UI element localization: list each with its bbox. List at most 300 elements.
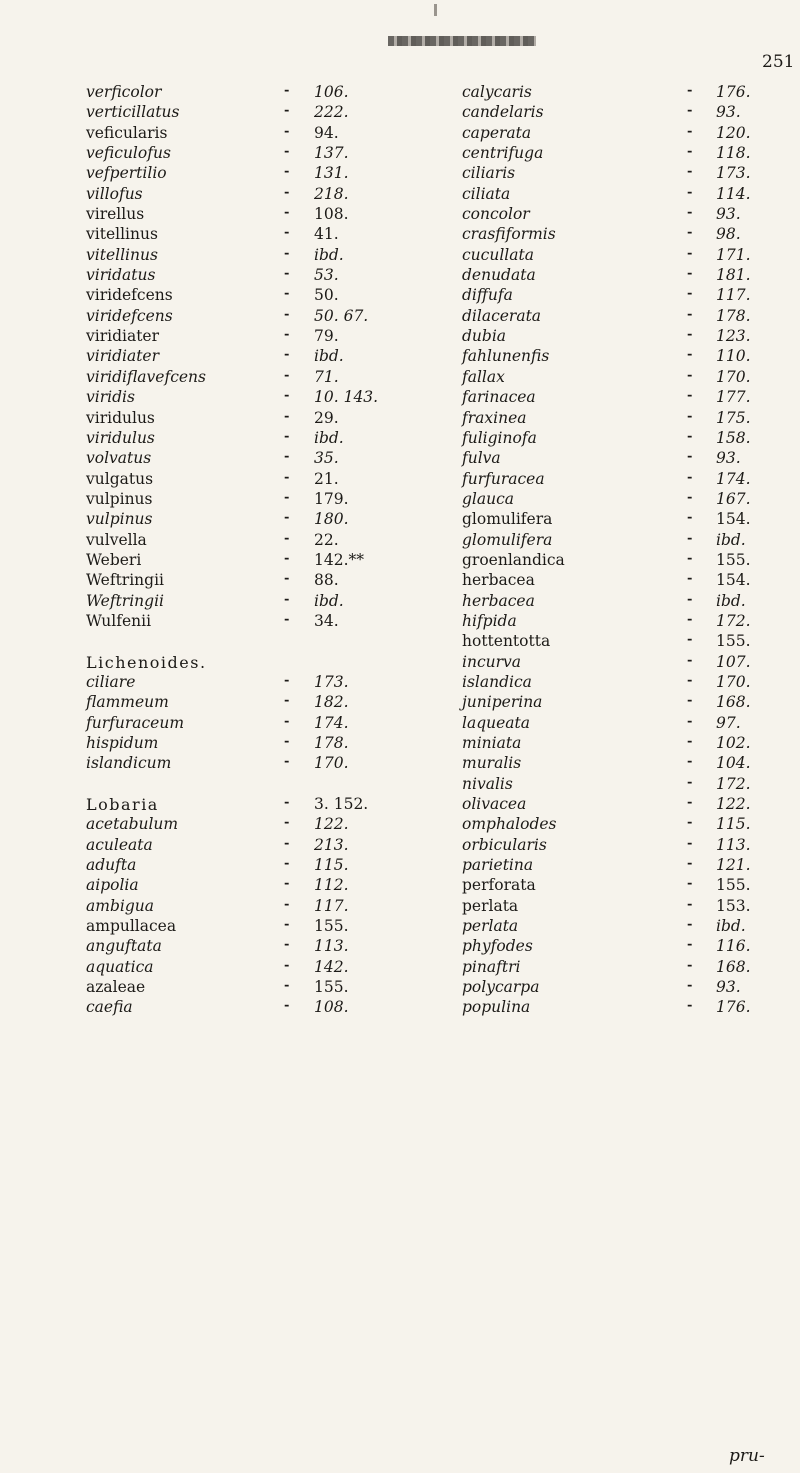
leader-dash: -	[284, 937, 290, 953]
index-term: hottentotta	[462, 632, 551, 651]
leader-dash: -	[687, 184, 693, 200]
index-entry	[462, 490, 800, 510]
index-term: glauca	[462, 489, 515, 508]
leader-dash: -	[284, 469, 290, 485]
page-reference: 176.	[716, 998, 751, 1017]
index-term: volvatus	[86, 449, 152, 468]
index-term: caefia	[86, 998, 133, 1017]
index-term: fallax	[462, 367, 505, 386]
index-entry	[86, 266, 446, 286]
page-reference: 213.	[314, 835, 349, 854]
page-reference: 116.	[716, 937, 751, 956]
page-reference: 115.	[716, 815, 751, 834]
leader-dash: -	[687, 734, 693, 749]
page-reference: 174.	[314, 713, 349, 732]
index-entry	[86, 754, 446, 774]
index-term: hispidum	[86, 734, 159, 752]
page-reference: 112.	[314, 876, 349, 895]
page-reference: 131.	[314, 164, 349, 183]
index-entry	[86, 103, 446, 123]
page-reference: 123.	[716, 327, 751, 346]
index-term: Weftringii	[86, 591, 164, 610]
leader-dash: -	[687, 835, 693, 851]
index-term: ampullacea	[86, 917, 177, 936]
page-reference: 172.	[716, 774, 751, 793]
index-entry	[86, 836, 446, 856]
leader-dash: -	[687, 937, 693, 953]
leader-dash: -	[284, 388, 290, 404]
leader-dash: -	[284, 795, 290, 811]
index-term: populina	[462, 998, 531, 1017]
page-reference: 35.	[314, 449, 339, 468]
index-term: azaleae	[86, 978, 146, 997]
index-term: viridiater	[86, 347, 160, 366]
leader-dash: -	[687, 591, 693, 607]
index-term: perlata	[462, 896, 519, 915]
page-number: 251	[762, 52, 795, 72]
index-term: aculeata	[86, 835, 153, 854]
leader-dash: -	[284, 367, 290, 383]
index-entry	[462, 103, 800, 123]
index-entry	[462, 958, 800, 978]
index-term: ciliata	[462, 184, 511, 203]
index-entry	[462, 775, 800, 795]
page-reference: 50.	[314, 286, 339, 305]
page-reference: 93.	[716, 103, 741, 122]
index-entry	[462, 164, 800, 184]
index-entry	[86, 673, 446, 693]
page-reference: 88.	[314, 571, 339, 590]
index-entry	[86, 917, 446, 937]
index-term: glomulifera	[462, 530, 553, 549]
index-entry	[86, 164, 446, 184]
leader-dash: -	[284, 896, 290, 912]
index-term: vitellinus	[86, 225, 158, 244]
leader-dash: -	[687, 103, 693, 119]
index-column-right	[462, 83, 800, 1019]
index-entry	[462, 714, 800, 734]
leader-dash: -	[687, 83, 693, 98]
page-reference: 104.	[716, 754, 751, 773]
page-reference: 142.**	[314, 550, 365, 569]
page-reference: 22.	[314, 530, 339, 549]
index-entry	[462, 551, 800, 571]
index-entry	[86, 815, 446, 835]
page-reference: 218.	[314, 184, 349, 203]
page-reference: 10. 143.	[314, 388, 379, 407]
index-entry	[86, 775, 446, 795]
leader-dash: -	[284, 550, 290, 566]
index-entry	[462, 653, 800, 673]
page-reference: 113.	[716, 835, 751, 854]
index-term: furfuracea	[462, 469, 545, 488]
leader-dash: -	[284, 205, 290, 221]
index-term: laqueata	[462, 713, 530, 732]
index-term: Weberi	[86, 550, 142, 569]
index-entry	[462, 124, 800, 144]
leader-dash: -	[284, 408, 290, 424]
index-term: fraxinea	[462, 408, 527, 427]
index-term: aipolia	[86, 876, 139, 895]
index-term: dubia	[462, 327, 507, 346]
leader-dash: -	[284, 266, 290, 282]
leader-dash: -	[284, 164, 290, 180]
index-entry	[462, 83, 800, 103]
leader-dash: -	[687, 428, 693, 444]
page-reference: 122.	[716, 795, 751, 814]
page-reference: ibd.	[314, 428, 344, 447]
index-term: omphalodes	[462, 815, 557, 834]
index-entry	[86, 205, 446, 225]
page-reference: 142.	[314, 957, 349, 976]
index-term: denudata	[462, 266, 536, 285]
index-term: orbicularis	[462, 835, 547, 854]
page-reference: 122.	[314, 815, 349, 834]
index-term: verficolor	[86, 83, 162, 101]
index-term: anguftata	[86, 937, 162, 956]
page-reference: 113.	[314, 937, 349, 956]
index-term: viridulus	[86, 408, 155, 427]
index-entry	[462, 388, 800, 408]
page-reference: 154.	[716, 571, 751, 590]
index-entry	[86, 246, 446, 266]
index-term: viridulus	[86, 428, 155, 447]
section-heading: Lichenoides.	[86, 652, 207, 672]
leader-dash: -	[284, 672, 290, 688]
leader-dash: -	[687, 367, 693, 383]
page-reference: 155.	[716, 632, 751, 651]
leader-dash: -	[687, 469, 693, 485]
leader-dash: -	[687, 876, 693, 892]
index-term: viridatus	[86, 266, 156, 285]
index-term: olivacea	[462, 795, 527, 814]
page-reference: 173.	[716, 164, 751, 183]
leader-dash: -	[687, 917, 693, 933]
leader-dash: -	[284, 245, 290, 261]
index-entry	[86, 449, 446, 469]
page-reference: 107.	[716, 652, 751, 671]
leader-dash: -	[284, 754, 290, 770]
leader-dash: -	[284, 815, 290, 831]
index-term: fuliginofa	[462, 428, 537, 447]
page-reference: 170.	[314, 754, 349, 773]
page-reference: 117.	[716, 286, 751, 305]
index-term: viridiater	[86, 327, 160, 346]
page-reference: 155.	[314, 917, 349, 936]
leader-dash: -	[687, 957, 693, 973]
leader-dash: -	[687, 164, 693, 180]
page-reference: ibd.	[314, 245, 344, 264]
page-reference: 108.	[314, 998, 349, 1017]
leader-dash: -	[284, 83, 290, 98]
index-term: vulgatus	[86, 469, 154, 488]
page-reference: 120.	[716, 123, 751, 142]
page-reference: 178.	[716, 306, 751, 325]
index-term: villofus	[86, 184, 143, 203]
leader-dash: -	[687, 856, 693, 872]
index-entry	[462, 815, 800, 835]
page-reference: 93.	[716, 978, 741, 997]
index-entry	[86, 347, 446, 367]
index-term: flammeum	[86, 693, 169, 712]
index-entry	[462, 510, 800, 530]
index-entry	[462, 347, 800, 367]
index-term: vulpinus	[86, 489, 153, 508]
index-entry	[86, 286, 446, 306]
page-reference: 117.	[314, 896, 349, 915]
index-term: islandicum	[86, 754, 172, 773]
index-entry	[462, 531, 800, 551]
leader-dash: -	[284, 713, 290, 729]
index-term: islandica	[462, 672, 532, 691]
leader-dash: -	[687, 327, 693, 343]
leader-dash: -	[284, 693, 290, 709]
index-entry	[86, 897, 446, 917]
catchword: pru-	[729, 1446, 765, 1466]
index-entry	[462, 409, 800, 429]
index-entry	[462, 429, 800, 449]
page-reference: 170.	[716, 367, 751, 386]
index-entry	[86, 531, 446, 551]
page-reference: 93.	[716, 205, 741, 224]
index-entry	[462, 897, 800, 917]
page-reference: 155.	[314, 978, 349, 997]
index-term: polycarpa	[462, 978, 540, 997]
index-entry	[86, 958, 446, 978]
index-entry	[462, 917, 800, 937]
leader-dash: -	[284, 571, 290, 587]
leader-dash: -	[284, 184, 290, 200]
index-term: veficulofus	[86, 144, 171, 163]
page-reference: ibd.	[716, 530, 746, 549]
index-term: incurva	[462, 652, 522, 671]
index-entry	[86, 612, 446, 632]
index-term: calycaris	[462, 83, 532, 101]
leader-dash: -	[284, 591, 290, 607]
leader-dash: -	[284, 978, 290, 994]
index-entry	[462, 998, 800, 1018]
index-term: ambigua	[86, 896, 154, 915]
index-term: perforata	[462, 876, 536, 895]
leader-dash: -	[284, 123, 290, 139]
index-term: vulvella	[86, 530, 147, 549]
page-reference: ibd.	[314, 347, 344, 366]
leader-dash: -	[284, 957, 290, 973]
index-entry	[86, 632, 446, 652]
page-reference: 94.	[314, 123, 339, 142]
index-entry	[462, 856, 800, 876]
leader-dash: -	[687, 245, 693, 261]
leader-dash: -	[687, 795, 693, 811]
index-term: concolor	[462, 205, 530, 224]
page-reference: 173.	[314, 672, 349, 691]
index-term: vitellinus	[86, 245, 158, 264]
page-reference: 50. 67.	[314, 306, 369, 325]
index-term: ciliare	[86, 672, 136, 691]
page-reference: 34.	[314, 611, 339, 630]
index-entry	[86, 571, 446, 591]
page-reference: 155.	[716, 550, 751, 569]
index-entry	[86, 144, 446, 164]
index-term: diffufa	[462, 286, 513, 305]
index-term: veficularis	[86, 123, 168, 142]
page-reference: 121.	[716, 856, 751, 875]
leader-dash: -	[687, 693, 693, 709]
page-reference: 108.	[314, 205, 349, 224]
index-entry	[462, 632, 800, 652]
index-term: adufta	[86, 856, 137, 875]
leader-dash: -	[687, 774, 693, 790]
leader-dash: -	[687, 571, 693, 587]
leader-dash: -	[687, 978, 693, 994]
index-entry	[86, 225, 446, 245]
page-reference: 176.	[716, 83, 751, 101]
index-entry	[462, 449, 800, 469]
page-reference: 71.	[314, 367, 339, 386]
leader-dash: -	[284, 856, 290, 872]
index-term: viridefcens	[86, 306, 173, 325]
index-entry	[86, 510, 446, 530]
index-entry	[462, 470, 800, 490]
index-entry	[462, 144, 800, 164]
page-reference: 102.	[716, 734, 751, 752]
index-entry	[86, 978, 446, 998]
index-entry	[86, 998, 446, 1018]
index-term: viridefcens	[86, 286, 173, 305]
leader-dash: -	[687, 632, 693, 648]
index-column-left	[86, 83, 446, 1019]
leader-dash: -	[687, 449, 693, 465]
index-entry	[462, 286, 800, 306]
page-reference: 158.	[716, 428, 751, 447]
index-entry	[86, 83, 446, 103]
leader-dash: -	[284, 835, 290, 851]
leader-dash: -	[687, 489, 693, 505]
leader-dash: -	[687, 713, 693, 729]
page-reference: ibd.	[716, 591, 746, 610]
page-reference: 182.	[314, 693, 349, 712]
index-entry	[462, 571, 800, 591]
leader-dash: -	[687, 815, 693, 831]
leader-dash: -	[284, 611, 290, 627]
leader-dash: -	[284, 510, 290, 526]
page-reference: 174.	[716, 469, 751, 488]
page-reference: 110.	[716, 347, 751, 366]
index-term: cucullata	[462, 245, 534, 264]
index-entry	[462, 266, 800, 286]
index-term: fahlunenfis	[462, 347, 550, 366]
index-entry	[462, 795, 800, 815]
leader-dash: -	[687, 998, 693, 1014]
index-term: Weftringii	[86, 571, 164, 590]
leader-dash: -	[284, 449, 290, 465]
index-term: nivalis	[462, 774, 513, 793]
page-reference: 167.	[716, 489, 751, 508]
index-entry	[86, 693, 446, 713]
leader-dash: -	[284, 428, 290, 444]
index-entry	[462, 978, 800, 998]
leader-dash: -	[687, 530, 693, 546]
page-reference: 179.	[314, 489, 349, 508]
index-term: viridis	[86, 388, 135, 407]
index-entry	[86, 734, 446, 754]
index-term: vefpertilio	[86, 164, 167, 183]
page-reference: 181.	[716, 266, 751, 285]
page-reference: 21.	[314, 469, 339, 488]
page-reference: 178.	[314, 734, 349, 752]
index-entry	[462, 246, 800, 266]
leader-dash: -	[284, 347, 290, 363]
leader-dash: -	[687, 652, 693, 668]
index-term: candelaris	[462, 103, 544, 122]
index-term: ciliaris	[462, 164, 516, 183]
index-term: aquatica	[86, 957, 154, 976]
page-reference: 172.	[716, 611, 751, 630]
index-entry	[86, 409, 446, 429]
index-entry	[462, 673, 800, 693]
index-term: virellus	[86, 205, 145, 224]
leader-dash: -	[284, 734, 290, 749]
index-entry	[86, 795, 446, 815]
page-reference: 180.	[314, 510, 349, 529]
page-reference: 154.	[716, 510, 751, 529]
index-term: juniperina	[462, 693, 543, 712]
page-reference: 98.	[716, 225, 741, 244]
leader-dash: -	[284, 103, 290, 119]
index-term: perlata	[462, 917, 519, 936]
index-term: acetabulum	[86, 815, 179, 834]
leader-dash: -	[284, 998, 290, 1014]
page-reference: 222.	[314, 103, 349, 122]
index-entry	[86, 937, 446, 957]
index-term: pinaftri	[462, 957, 521, 976]
index-entry	[462, 307, 800, 327]
leader-dash: -	[284, 286, 290, 302]
leader-dash: -	[687, 306, 693, 322]
leader-dash: -	[687, 266, 693, 282]
index-term: viridiflavefcens	[86, 367, 206, 386]
page-reference: ibd.	[716, 917, 746, 936]
page-reference: 29.	[314, 408, 339, 427]
page-reference: 155.	[716, 876, 751, 895]
page-reference: 153.	[716, 896, 751, 915]
page-reference: 93.	[716, 449, 741, 468]
index-entry	[86, 592, 446, 612]
index-term: phyfodes	[462, 937, 533, 956]
page-reference: 97.	[716, 713, 741, 732]
index-entry	[86, 368, 446, 388]
page-reference: 114.	[716, 184, 751, 203]
page-reference: 168.	[716, 957, 751, 976]
index-entry	[462, 205, 800, 225]
leader-dash: -	[284, 306, 290, 322]
page-reference: 171.	[716, 245, 751, 264]
leader-dash: -	[284, 327, 290, 343]
leader-dash: -	[687, 672, 693, 688]
leader-dash: -	[687, 510, 693, 526]
index-entry	[462, 693, 800, 713]
page-reference: 115.	[314, 856, 349, 875]
index-term: caperata	[462, 123, 532, 142]
leader-dash: -	[687, 225, 693, 241]
index-entry	[86, 714, 446, 734]
index-entry	[86, 490, 446, 510]
leader-dash: -	[284, 225, 290, 241]
leader-dash: -	[284, 917, 290, 933]
index-entry	[462, 225, 800, 245]
page-reference: 118.	[716, 144, 751, 163]
page-reference: 137.	[314, 144, 349, 163]
